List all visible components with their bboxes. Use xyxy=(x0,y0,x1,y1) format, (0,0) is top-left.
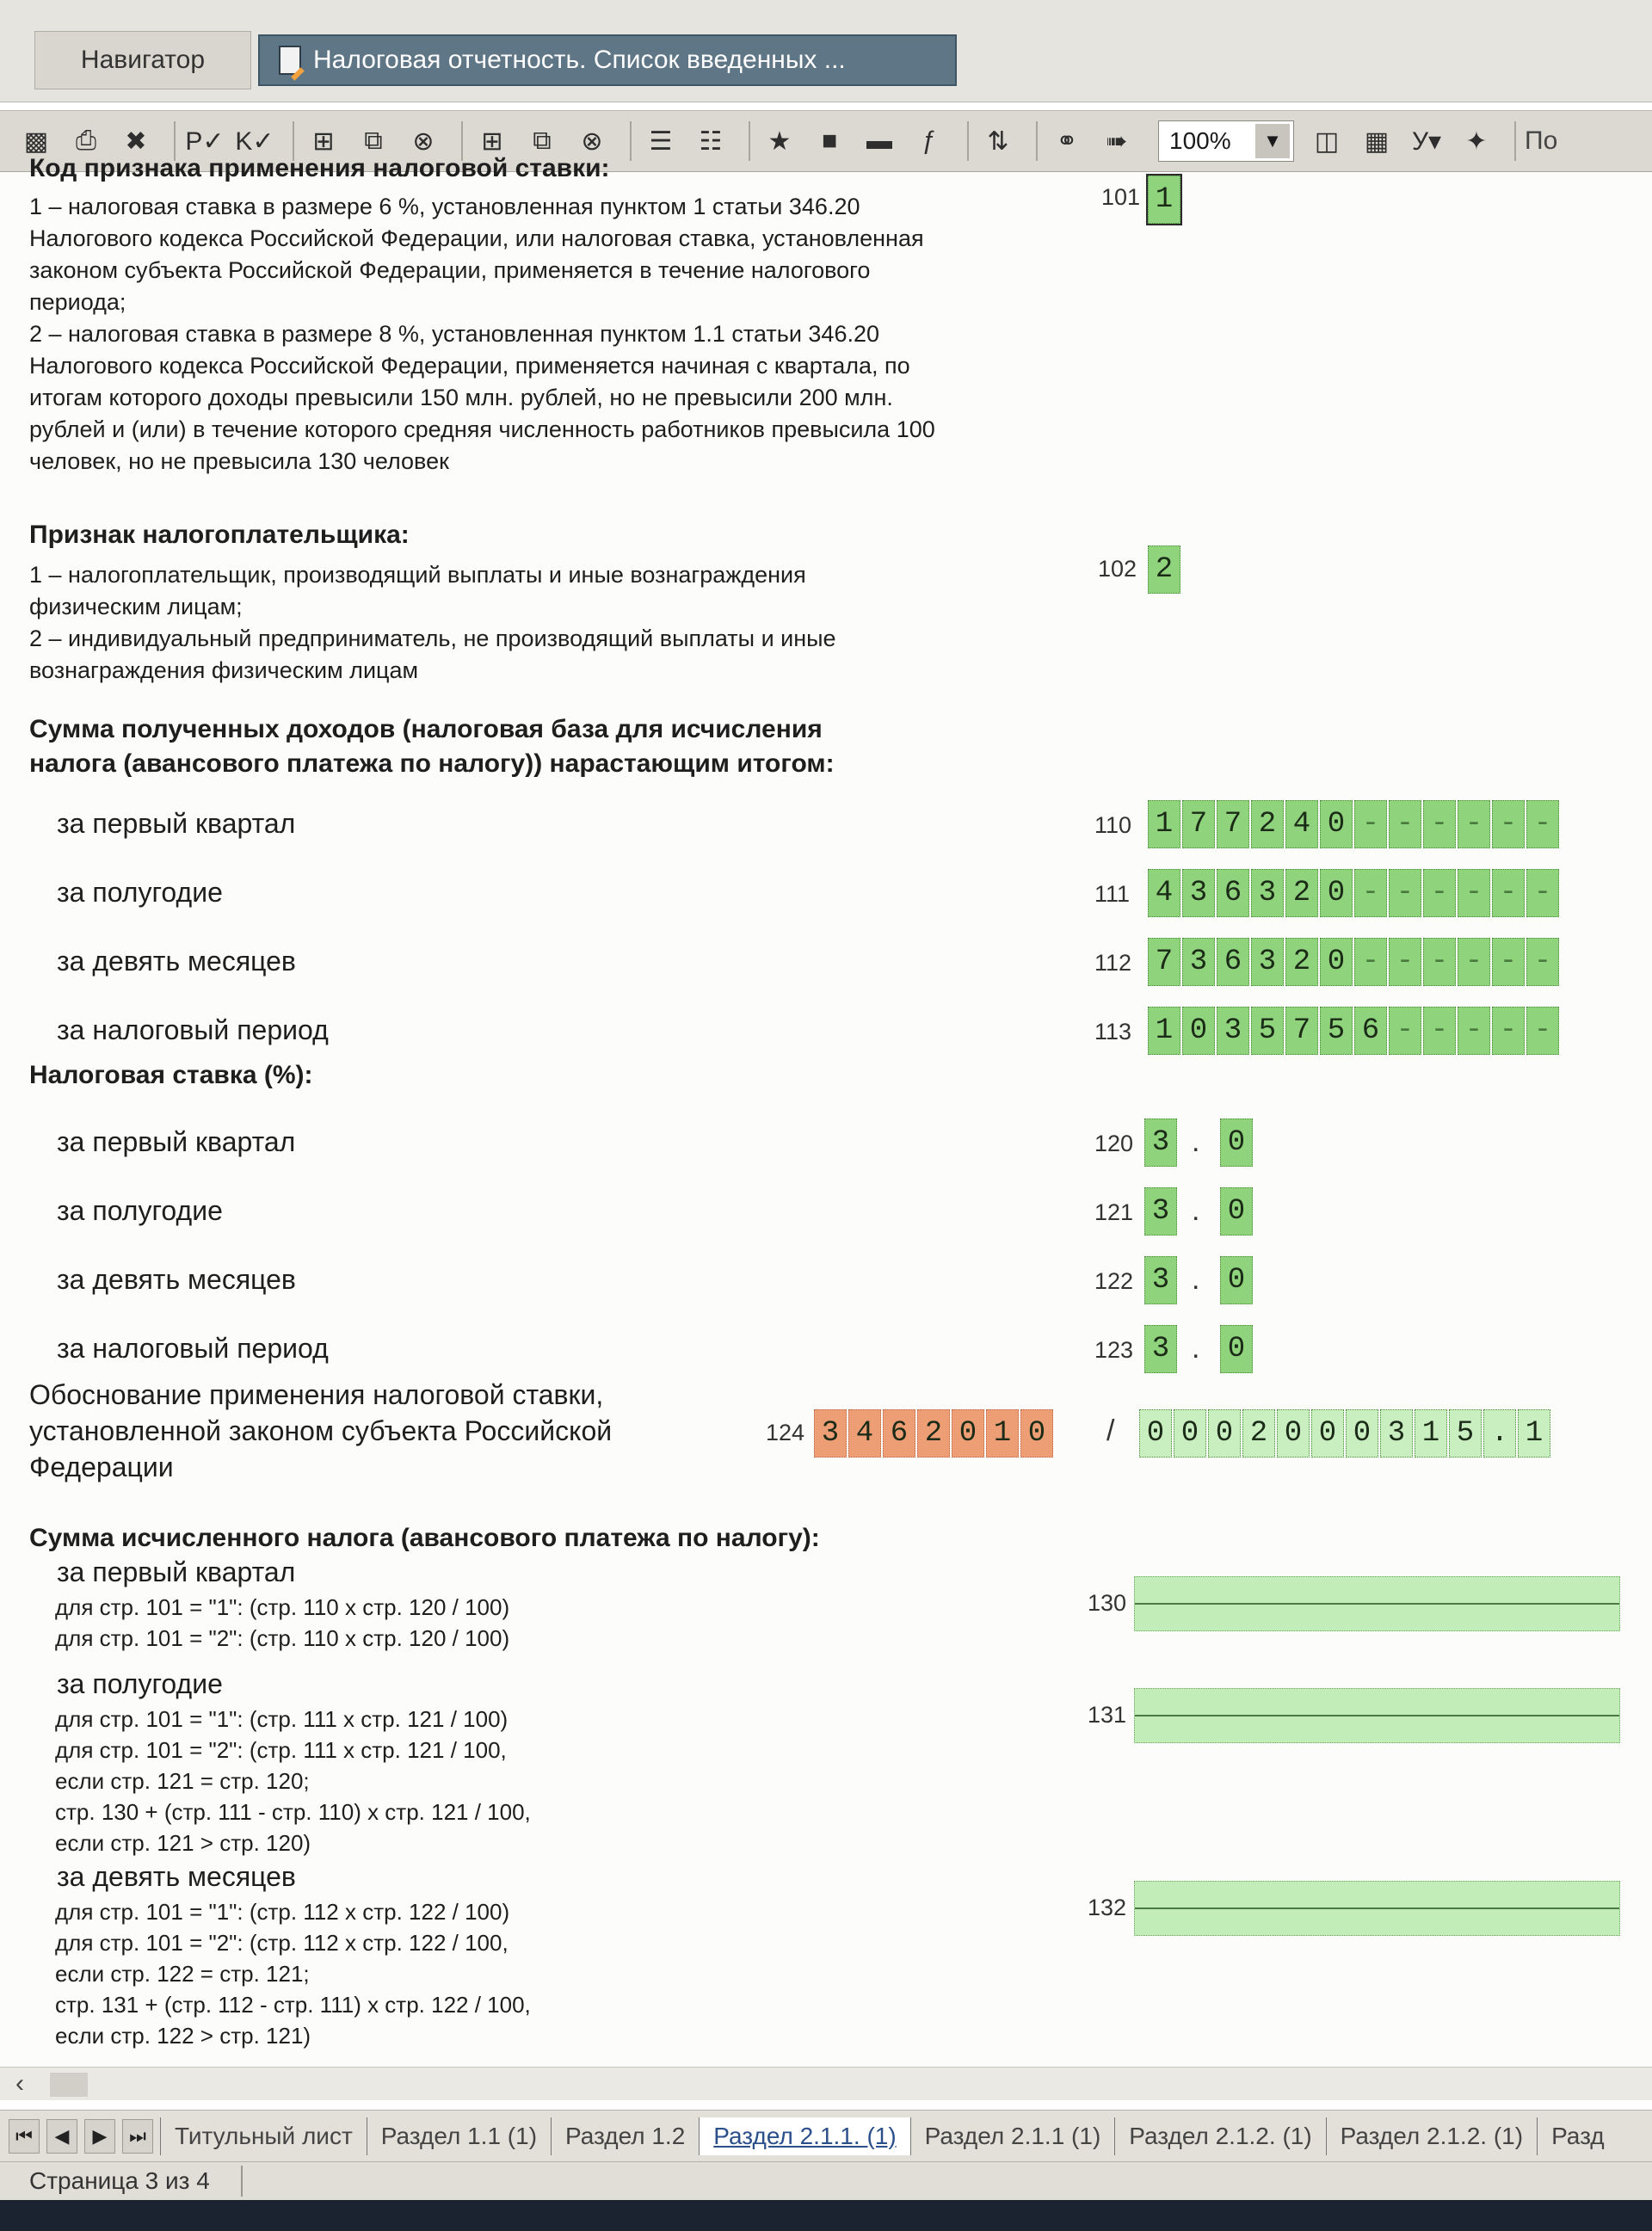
field-cell[interactable]: - xyxy=(1354,938,1387,986)
field-cell[interactable]: 5 xyxy=(1251,1007,1284,1055)
calc-formula-line: для стр. 101 = "1": (стр. 112 х стр. 122 / 100) xyxy=(55,1899,510,1925)
black-rect-icon[interactable]: ▬ xyxy=(866,126,892,155)
calc-formula-line: если стр. 121 = стр. 120; xyxy=(55,1768,310,1794)
copy-row-icon[interactable]: ⧉ xyxy=(364,126,383,155)
rate-code-line: человек, но не превысила 130 человек xyxy=(29,448,449,474)
check-p-icon[interactable]: P✓ xyxy=(185,126,225,156)
field-cell[interactable]: - xyxy=(1389,869,1421,917)
rate-frac-field[interactable] xyxy=(1220,1119,1254,1167)
add-row-icon[interactable]: ⊞ xyxy=(312,126,335,156)
line-code: 120 xyxy=(1094,1131,1134,1156)
field-cell[interactable]: 6 xyxy=(1354,1007,1387,1055)
field-cell[interactable]: 4 xyxy=(848,1409,881,1458)
sheet-tab[interactable]: Раздел 2.1.2. (1) xyxy=(1326,2117,1537,2155)
decimal-point: . xyxy=(1192,1194,1200,1227)
line-code: 131 xyxy=(1088,1702,1127,1728)
field-cell[interactable]: 0 xyxy=(1320,938,1353,986)
copy-page-icon[interactable]: ⧉ xyxy=(533,126,552,155)
calc-formula-line: стр. 130 + (стр. 111 - стр. 110) х стр. 121 / 100, xyxy=(55,1799,531,1825)
field-cell[interactable]: 0 xyxy=(1220,1256,1253,1304)
calc-formula-line: если стр. 121 > стр. 120) xyxy=(55,1830,311,1856)
grid-icon[interactable]: ▦ xyxy=(1364,126,1390,156)
scroll-left-icon[interactable]: ‹ xyxy=(15,2069,24,2098)
field-cell[interactable]: 2 xyxy=(1285,938,1318,986)
calc-sum-field[interactable] xyxy=(1134,1576,1620,1631)
document-edit-icon xyxy=(279,46,301,75)
field-cell[interactable]: - xyxy=(1389,938,1421,986)
check-k-icon[interactable]: K✓ xyxy=(235,126,274,156)
sheet-tab[interactable]: Титульный лист xyxy=(160,2117,367,2155)
calc-sum-field[interactable] xyxy=(1134,1688,1620,1743)
rate-row-label: за налоговый период xyxy=(57,1333,329,1364)
field-cell[interactable]: 1 xyxy=(1518,1409,1550,1458)
line-code: 123 xyxy=(1094,1337,1134,1363)
sheet-tab[interactable]: Раздел 1.2 xyxy=(551,2117,699,2155)
black-square-icon[interactable]: ■ xyxy=(821,126,838,155)
justification-label: Обоснование применения налоговой ставки, xyxy=(29,1379,604,1410)
line-code: 112 xyxy=(1094,950,1132,976)
field-cell[interactable]: 4 xyxy=(1148,869,1180,917)
line-code: 132 xyxy=(1088,1895,1127,1920)
document-tab-label: Налоговая отчетность. Список введенных ... xyxy=(313,46,846,74)
page-indicator: Страница 3 из 4 xyxy=(29,2167,210,2194)
decimal-point: . xyxy=(1192,1263,1200,1296)
field-cell[interactable]: - xyxy=(1354,869,1387,917)
delete-row-icon[interactable]: ⊗ xyxy=(412,126,435,156)
field-cell[interactable]: - xyxy=(1389,1007,1421,1055)
pin-icon[interactable]: ✦ xyxy=(1465,126,1488,156)
calc-formula-line: если стр. 122 = стр. 121; xyxy=(55,1961,310,1987)
page-setup-icon[interactable]: ◫ xyxy=(1314,126,1340,156)
toolbar-separator xyxy=(1036,121,1038,161)
line-code-124: 124 xyxy=(766,1420,805,1445)
sheet-tab[interactable]: Разд xyxy=(1537,2117,1618,2155)
taxpayer-line: вознаграждения физическим лицам xyxy=(29,657,419,683)
taxpayer-heading: Признак налогоплательщика: xyxy=(29,521,410,549)
calc-formula-line: если стр. 122 > стр. 121) xyxy=(55,2023,311,2049)
window-top-bar xyxy=(0,0,1652,102)
rate-int-field[interactable] xyxy=(1144,1119,1179,1167)
toolbar-separator xyxy=(630,121,632,161)
field-cell[interactable]: 0 xyxy=(1182,1007,1215,1055)
field-cell[interactable]: 0 xyxy=(1277,1409,1310,1458)
income-field[interactable] xyxy=(1148,938,1561,986)
first-sheet-icon[interactable]: ⏮ xyxy=(9,2119,40,2154)
field-cell[interactable]: 3 xyxy=(1144,1256,1177,1304)
field-cell[interactable]: - xyxy=(1492,938,1525,986)
document-tab[interactable] xyxy=(258,34,957,86)
field-cell[interactable]: - xyxy=(1526,800,1559,848)
line-code: 111 xyxy=(1094,881,1131,907)
last-sheet-icon[interactable]: ⏭ xyxy=(122,2119,153,2154)
field-124-article[interactable] xyxy=(814,1409,1055,1458)
income-row-label: за первый квартал xyxy=(57,808,296,839)
field-cell[interactable]: - xyxy=(1458,869,1490,917)
field-cell[interactable]: - xyxy=(1492,800,1525,848)
horizontal-scrollbar[interactable] xyxy=(0,2067,1652,2100)
add-section-icon[interactable]: ☰ xyxy=(649,126,673,156)
sheet-tab-bar xyxy=(0,2110,1652,2161)
field-cell[interactable]: 6 xyxy=(883,1409,915,1458)
field-cell[interactable]: 1 xyxy=(986,1409,1019,1458)
field-cell[interactable]: 3 xyxy=(1251,869,1284,917)
chevron-down-icon[interactable]: ▼ xyxy=(1255,124,1290,158)
line-code: 122 xyxy=(1094,1268,1134,1294)
income-heading: Сумма полученных доходов (налоговая база для исчисления xyxy=(29,715,823,743)
field-cell[interactable]: - xyxy=(1458,1007,1490,1055)
field-cell[interactable]: 0 xyxy=(1320,869,1353,917)
field-cell[interactable]: 3 xyxy=(1144,1119,1177,1167)
calc-row-label: за первый квартал xyxy=(57,1556,296,1587)
field-cell[interactable]: . xyxy=(1483,1409,1516,1458)
rate-int-field[interactable] xyxy=(1144,1187,1179,1236)
arrow-right-icon[interactable]: ➠ xyxy=(1106,126,1128,156)
save-icon[interactable]: ▩ xyxy=(23,126,49,156)
field-cell[interactable]: 0 xyxy=(1220,1325,1253,1373)
status-divider xyxy=(241,2166,243,2197)
line-code: 121 xyxy=(1094,1199,1134,1225)
taskbar xyxy=(0,2200,1652,2231)
print-icon[interactable]: ⎙ xyxy=(76,126,96,155)
income-row-label: за налоговый период xyxy=(57,1014,329,1045)
field-cell[interactable]: - xyxy=(1526,869,1559,917)
field-cell[interactable]: 0 xyxy=(1139,1409,1172,1458)
scrollbar-thumb[interactable] xyxy=(50,2073,88,2097)
rate-frac-field[interactable] xyxy=(1220,1187,1254,1236)
calc-formula-line: для стр. 101 = "1": (стр. 110 х стр. 120 / 100) xyxy=(55,1594,510,1620)
line-code: 113 xyxy=(1094,1019,1132,1045)
calc-formula-line: для стр. 101 = "1": (стр. 111 х стр. 121 / 100) xyxy=(55,1706,509,1732)
field-cell[interactable]: 7 xyxy=(1285,1007,1318,1055)
calc-row-label: за девять месяцев xyxy=(57,1861,296,1892)
line-code: 130 xyxy=(1088,1590,1127,1616)
filter-icon[interactable]: ★ xyxy=(767,126,792,156)
field-cell[interactable]: 7 xyxy=(1217,800,1249,848)
toolbar-trailing-label[interactable]: По xyxy=(1525,126,1558,155)
field-cell[interactable]: - xyxy=(1458,800,1490,848)
u-dropdown-icon[interactable]: У▾ xyxy=(1411,126,1442,156)
field-cell[interactable]: 6 xyxy=(1217,869,1249,917)
delete-section-icon[interactable]: ☷ xyxy=(699,126,723,156)
calc-formula-line: для стр. 101 = "2": (стр. 111 х стр. 121 / 100, xyxy=(55,1737,507,1763)
income-field[interactable] xyxy=(1148,800,1561,848)
rate-int-field[interactable] xyxy=(1144,1256,1179,1304)
field-cell[interactable]: 3 xyxy=(1144,1325,1177,1373)
taxpayer-line: 1 – налогоплательщик, производящий выплаты и иные вознаграждения xyxy=(29,562,806,588)
rate-code-heading: Код признака применения налоговой ставки: xyxy=(29,154,610,182)
field-cell[interactable]: 3 xyxy=(1144,1187,1177,1236)
rate-code-line: Налогового кодекса Российской Федерации, применяется начиная с квартала, по xyxy=(29,353,910,379)
field-cell[interactable]: 1 xyxy=(1415,1409,1447,1458)
calc-heading: Сумма исчисленного налога (авансового платежа по налогу): xyxy=(29,1524,820,1552)
font-icon[interactable]: ƒ xyxy=(922,126,937,155)
next-sheet-icon[interactable]: ▶ xyxy=(84,2119,115,2154)
rate-code-line: 2 – налоговая ставка в размере 8 %, установленная пунктом 1.1 статьи 346.20 xyxy=(29,321,879,347)
field-cell[interactable]: 3 xyxy=(1380,1409,1413,1458)
rate-int-field[interactable] xyxy=(1144,1325,1179,1373)
field-cell[interactable]: 3 xyxy=(1217,1007,1249,1055)
field-cell[interactable]: - xyxy=(1492,869,1525,917)
field-cell[interactable]: 1 xyxy=(1148,1007,1180,1055)
field-cell[interactable]: 2 xyxy=(1251,800,1284,848)
field-101[interactable] xyxy=(1148,176,1182,224)
status-bar xyxy=(0,2161,1652,2201)
rate-row-label: за первый квартал xyxy=(57,1126,296,1157)
tax-form-page xyxy=(0,154,1652,2065)
decimal-point: . xyxy=(1192,1125,1200,1158)
rate-code-line: законом субъекта Российской Федерации, применяется в течение налогового xyxy=(29,257,871,283)
income-field[interactable] xyxy=(1148,1007,1561,1055)
calc-formula-line: стр. 131 + (стр. 112 - стр. 111) х стр. 122 / 100, xyxy=(55,1992,531,2018)
field-cell[interactable]: 2 xyxy=(1148,545,1180,594)
rate-row-label: за девять месяцев xyxy=(57,1264,296,1295)
toolbar-separator xyxy=(967,121,969,161)
field-cell[interactable]: 0 xyxy=(1346,1409,1378,1458)
zoom-select[interactable] xyxy=(1158,120,1294,162)
toolbar-separator xyxy=(749,121,750,161)
sheet-tab[interactable]: Раздел 2.1.1. (1) xyxy=(699,2117,909,2155)
field-cell[interactable]: 2 xyxy=(917,1409,950,1458)
decimal-point: . xyxy=(1192,1332,1200,1365)
field-cell[interactable]: - xyxy=(1389,800,1421,848)
calc-formula-line: для стр. 101 = "2": (стр. 110 х стр. 120 / 100) xyxy=(55,1625,510,1651)
toolbar-separator xyxy=(1514,121,1516,161)
prev-sheet-icon[interactable]: ◀ xyxy=(46,2119,77,2154)
field-124-details[interactable] xyxy=(1139,1409,1552,1458)
sheet-tab[interactable]: Раздел 1.1 (1) xyxy=(367,2117,551,2155)
field-cell[interactable]: - xyxy=(1423,1007,1456,1055)
add-page-icon[interactable]: ⊞ xyxy=(481,126,503,156)
calc-formula-line: для стр. 101 = "2": (стр. 112 х стр. 122 / 100, xyxy=(55,1930,509,1956)
rate-heading: Налоговая ставка (%): xyxy=(29,1061,313,1089)
field-cell[interactable]: 0 xyxy=(1220,1119,1253,1167)
field-cell[interactable]: - xyxy=(1458,938,1490,986)
field-cell[interactable]: - xyxy=(1423,938,1456,986)
taxpayer-line: физическим лицам; xyxy=(29,594,243,619)
rate-code-line: итогам которого доходы превысили 150 млн. рублей, но не превысили 200 млн. xyxy=(29,385,893,410)
field-cell[interactable]: - xyxy=(1492,1007,1525,1055)
calc-row-label: за полугодие xyxy=(57,1668,223,1699)
taxpayer-line: 2 – индивидуальный предприниматель, не производящий выплаты и иные xyxy=(29,626,836,651)
field-cell[interactable]: 5 xyxy=(1320,1007,1353,1055)
field-cell[interactable]: 0 xyxy=(952,1409,984,1458)
field-cell[interactable]: 3 xyxy=(1182,869,1215,917)
field-cell[interactable]: 4 xyxy=(1285,800,1318,848)
field-cell[interactable]: 0 xyxy=(1020,1409,1053,1458)
income-row-label: за девять месяцев xyxy=(57,946,296,977)
field-cell[interactable]: 0 xyxy=(1311,1409,1344,1458)
navigator-tab[interactable]: Навигатор xyxy=(34,31,251,89)
rate-code-line: 1 – налоговая ставка в размере 6 %, установленная пунктом 1 статьи 346.20 xyxy=(29,194,860,219)
rate-code-line: рублей и (или) в течение которого средняя численность работников превысила 100 xyxy=(29,416,935,442)
rate-frac-field[interactable] xyxy=(1220,1256,1254,1304)
income-field[interactable] xyxy=(1148,869,1561,917)
rate-code-line: Налогового кодекса Российской Федерации, или налоговая ставка, установленная xyxy=(29,225,924,251)
field-cell[interactable]: - xyxy=(1526,938,1559,986)
field-cell[interactable]: 2 xyxy=(1285,869,1318,917)
income-heading: налога (авансового платежа по налогу)) нарастающим итогом: xyxy=(29,749,835,778)
zoom-value: 100% xyxy=(1169,127,1231,154)
field-cell[interactable]: - xyxy=(1423,800,1456,848)
field-cell[interactable]: 2 xyxy=(1242,1409,1275,1458)
excel-icon[interactable]: ✖ xyxy=(125,126,147,156)
field-cell[interactable]: - xyxy=(1526,1007,1559,1055)
calc-sum-field[interactable] xyxy=(1134,1881,1620,1936)
find-icon[interactable]: ⚭ xyxy=(1056,126,1078,156)
line-code-102: 102 xyxy=(1098,556,1137,582)
rate-code-line: периода; xyxy=(29,289,126,315)
line-code: 110 xyxy=(1094,812,1132,838)
justification-label: Федерации xyxy=(29,1451,174,1482)
field-cell[interactable]: 3 xyxy=(1251,938,1284,986)
field-cell[interactable]: 0 xyxy=(1174,1409,1206,1458)
field-cell[interactable]: 6 xyxy=(1217,938,1249,986)
field-cell[interactable]: 1 xyxy=(1148,176,1180,224)
rate-row-label: за полугодие xyxy=(57,1195,223,1226)
field-cell[interactable]: 5 xyxy=(1449,1409,1482,1458)
field-cell[interactable]: 3 xyxy=(814,1409,847,1458)
sheet-tab[interactable]: Раздел 2.1.2. (1) xyxy=(1114,2117,1325,2155)
field-cell[interactable]: - xyxy=(1423,869,1456,917)
field-102[interactable] xyxy=(1148,545,1182,594)
field-cell[interactable]: 7 xyxy=(1148,938,1180,986)
field-cell[interactable]: 0 xyxy=(1220,1187,1253,1236)
field-cell[interactable]: 0 xyxy=(1320,800,1353,848)
rate-frac-field[interactable] xyxy=(1220,1325,1254,1373)
sort-icon[interactable]: ⇅ xyxy=(987,126,1009,156)
income-row-label: за полугодие xyxy=(57,877,223,908)
field-cell[interactable]: - xyxy=(1354,800,1387,848)
delete-page-icon[interactable]: ⊗ xyxy=(581,126,603,156)
field-cell[interactable]: 7 xyxy=(1182,800,1215,848)
field-cell[interactable]: 0 xyxy=(1208,1409,1241,1458)
field-cell[interactable]: 1 xyxy=(1148,800,1180,848)
justification-label: установленной законом субъекта Российской xyxy=(29,1415,613,1446)
field-124-slash: / xyxy=(1106,1414,1115,1447)
line-code-101: 101 xyxy=(1101,184,1141,210)
field-cell[interactable]: 3 xyxy=(1182,938,1215,986)
sheet-tab[interactable]: Раздел 2.1.1 (1) xyxy=(910,2117,1115,2155)
